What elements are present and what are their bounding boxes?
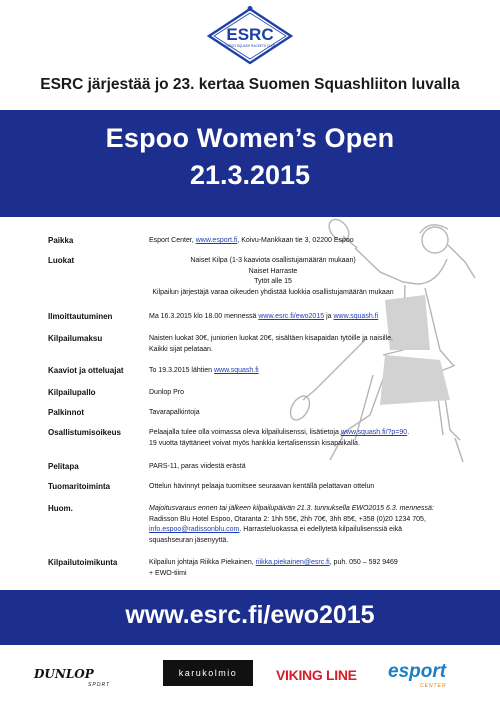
line: Naisten luokat 30€, juniorien luokat 20€, sisältäen kisapaidan tytöille ja naisille.	[149, 335, 393, 342]
line: PARS-11, paras viidestä erästä	[149, 463, 246, 470]
logo-subtext: ESPOO SQUASH RACKETS CLUB	[224, 44, 276, 48]
event-date: 21.3.2015	[189, 160, 311, 190]
link-squash[interactable]: www.squash.fi	[214, 367, 259, 374]
row-value	[149, 388, 469, 399]
line: 19 vuotta täyttäneet voivat myös hankkia kertalisenssin kisapaikalla.	[149, 439, 360, 447]
text-part: Ma 16.3.2015 klo 18.00 mennessä	[149, 313, 259, 320]
row-label: Paikka	[48, 236, 74, 245]
row-value	[149, 558, 469, 579]
text-part: , Koivu-Mankkaan tie 3, 02200 Espoo	[237, 237, 354, 244]
text-part: To 19.3.2015 lähtien	[149, 367, 214, 374]
event-url-link[interactable]: www.esrc.fi/ewo2015	[125, 601, 375, 629]
header-logo-area	[0, 0, 500, 72]
link-esport[interactable]: www.esport.fi	[195, 237, 238, 244]
link-ewo2015[interactable]: www.esrc.fi/ewo2015	[258, 313, 325, 320]
line: + EWO-tiimi	[149, 569, 187, 577]
text-part: Esport Center,	[149, 237, 196, 244]
line: Ottelun hävinnyt pelaaja tuomitsee seuraavan kentällä pelattavan ottelun	[149, 483, 375, 490]
url-banner	[0, 590, 500, 645]
text-part: Pelaajalla tulee olla voimassa oleva kilpailulisenssi, lisätietoja	[149, 429, 341, 436]
link-squash[interactable]: www.squash.fi	[333, 313, 379, 320]
karukolmio-logo: karukolmio	[163, 660, 253, 686]
row-label: Huom.	[48, 504, 73, 513]
line: Kaikki sijat pelataan.	[149, 345, 213, 353]
event-title: Espoo Women’s Open	[105, 123, 395, 153]
logo-text: ESRC	[226, 25, 274, 44]
link-radisson-email[interactable]: info.espoo@radissonblu.com	[149, 526, 240, 533]
line: Kilpailun järjestäjä varaa oikeuden yhdistää luokkia osallistujamäärän mukaan	[152, 288, 394, 296]
line	[149, 558, 469, 569]
row-label: Pelitapa	[48, 462, 79, 471]
line	[149, 236, 469, 247]
row-value	[149, 408, 469, 419]
line: Dunlop Pro	[149, 389, 185, 396]
text-part: . Harrasteluokassa ei edellytetä kilpailulisenssiä eikä	[239, 526, 403, 533]
row-value	[149, 504, 469, 546]
link-squash-p90[interactable]: www.squash.fi/?p=90	[340, 429, 408, 436]
line: Tavarapalkintoja	[149, 409, 200, 416]
row-label: Kilpailupallo	[48, 388, 96, 397]
text-part: Kilpailun johtaja Riikka Piekainen,	[149, 559, 256, 566]
row-label: Kilpailutoimikunta	[48, 558, 118, 567]
line: Naiset Kilpa (1-3 kaaviota osallistujamäärän mukaan)	[190, 257, 356, 264]
line	[149, 312, 469, 323]
line: Naiset Harraste	[248, 267, 298, 275]
line: squashseuran jäsenyyttä.	[149, 536, 229, 544]
row-value	[149, 366, 469, 377]
text-part: ja	[324, 313, 334, 320]
line: Tytöt alle 15	[254, 278, 292, 285]
row-value	[149, 236, 469, 247]
viking-line-logo: VIKING LINE	[276, 667, 357, 683]
row-label: Luokat	[48, 256, 75, 265]
row-label: Kilpailumaksu	[48, 334, 103, 343]
row-label: Palkinnot	[48, 408, 85, 417]
text-part: .	[407, 429, 410, 436]
row-value	[149, 334, 469, 355]
row-value	[149, 462, 469, 473]
row-value	[149, 256, 469, 298]
row-value	[149, 482, 469, 493]
esport-logo-sub: CENTER	[420, 683, 447, 689]
link-riikka-email[interactable]: riikka.piekainen@esrc.fi	[255, 559, 330, 566]
line	[149, 525, 469, 536]
row-value	[149, 312, 469, 323]
line: Radisson Blu Hotel Espoo, Otaranta 2: 1hh 55€, 2hh 70€, 3hh 85€, +358 (0)20 1234 705,	[149, 515, 426, 523]
line	[149, 366, 469, 377]
dunlop-logo-sub: SPORT	[88, 682, 111, 688]
line	[149, 428, 469, 439]
row-label: Ilmoittautuminen	[48, 312, 113, 321]
esport-logo: esport	[388, 661, 447, 682]
dunlop-logo: DUNLOP	[34, 667, 94, 681]
row-value	[149, 428, 469, 449]
sponsor-logos	[0, 655, 500, 695]
intro-text: ESRC järjestää jo 23. kertaa Suomen Squashliiton luvalla	[40, 76, 460, 93]
line: Majoitusvaraus ennen tai jälkeen kilpailupäivän 21.3. tunnuksella EWO2015 6.3. mennessä:	[149, 505, 434, 512]
row-label: Tuomaritoiminta	[48, 482, 111, 491]
row-label: Osallistumisoikeus	[48, 428, 121, 437]
esrc-logo	[205, 6, 295, 66]
row-label: Kaaviot ja otteluajat	[48, 366, 124, 375]
text-part: , puh. 050 – 592 9469	[329, 559, 398, 566]
